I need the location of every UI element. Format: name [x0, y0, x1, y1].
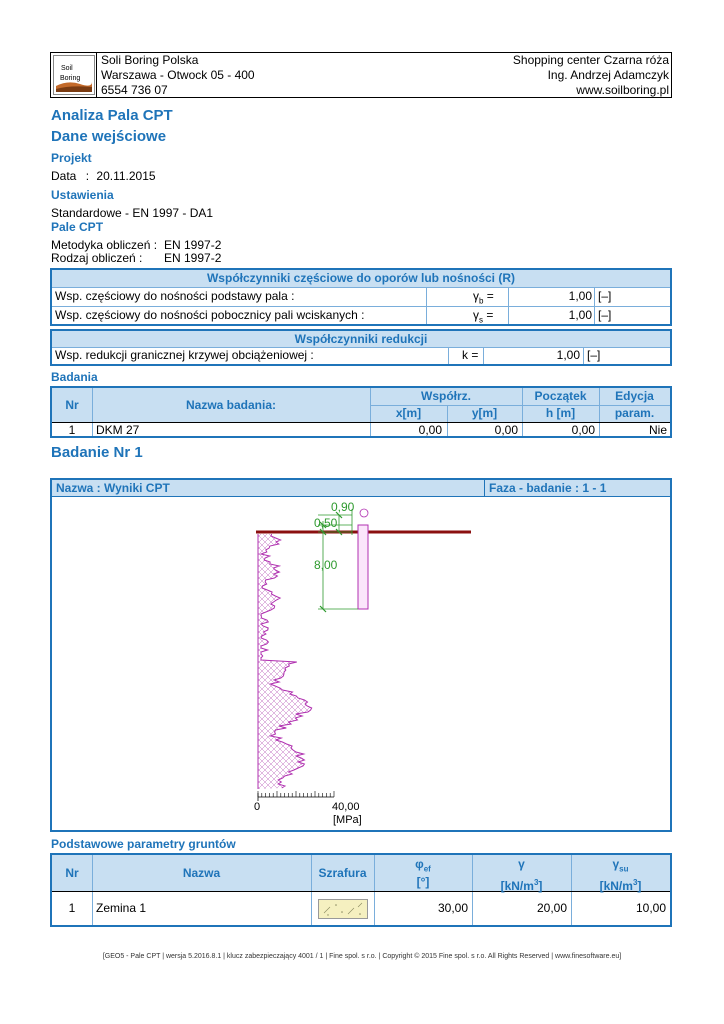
project-date	[51, 169, 156, 183]
tests-header-x: x[m]	[395, 406, 422, 420]
input-data-title: Dane wejściowe	[51, 128, 167, 145]
test1-title: Badanie Nr 1	[51, 444, 143, 461]
report-footer: [GEO5 - Pale CPT | wersja 5.2016.8.1 | klucz zabezpieczający 4001 / 1 | Fine spol. s r.o. | Copyright © 2015 Fine spol. s r.o. All Rights Reserved | www.finesoftware.eu]	[102, 953, 622, 960]
date-separator: :	[85, 169, 90, 183]
soil-row-hatch	[318, 899, 368, 919]
tests-header-nr: Nr	[65, 398, 79, 412]
partial-factor-shaft-value: 1,00	[568, 308, 592, 322]
soil-params-heading: Podstawowe parametry gruntów	[51, 837, 236, 851]
dim-label-8-00: 8,00	[314, 558, 338, 572]
partial-factor-base-unit: [–]	[598, 289, 612, 303]
soil-header-phi-unit: [°]	[416, 875, 430, 889]
cpt-phase-label: Faza - badanie : 1 - 1	[489, 481, 607, 495]
partial-factor-base-label: Wsp. częściowy do nośności podstawy pala :	[55, 289, 295, 303]
calc-type-value: EN 1997-2	[164, 251, 222, 265]
method-label: Metodyka obliczeń :	[51, 238, 158, 252]
tests-heading: Badania	[51, 370, 98, 384]
soil-row-nr: 1	[68, 901, 76, 915]
settings-standard: Standardowe - EN 1997 - DA1	[51, 206, 214, 220]
tests-row-h: 0,00	[571, 423, 595, 437]
svg-text:Soil: Soil	[61, 65, 73, 72]
tests-row-x: 0,00	[418, 423, 442, 437]
partial-factor-base-value: 1,00	[568, 289, 592, 303]
pile-heading: Pale CPT	[51, 220, 104, 234]
tests-header-start-unit: h [m]	[545, 406, 576, 420]
partial-factors-title: Współczynniki częściowe do oporów lub nośności (R)	[52, 270, 670, 287]
company-website: www.soilboring.pl	[576, 83, 669, 97]
soil-row-name: Zemina 1	[96, 901, 147, 915]
engineer-name: Ing. Andrzej Adamczyk	[547, 68, 669, 82]
axis-min-label: 0	[254, 801, 261, 813]
soil-params-table	[50, 853, 672, 927]
tests-row-name: DKM 27	[96, 423, 140, 437]
reduction-value: 1,00	[556, 348, 580, 362]
tests-header-start: Początek	[534, 389, 587, 403]
soil-header-name: Nazwa	[182, 866, 221, 880]
reduction-symbol: k =	[462, 348, 479, 362]
soil-header-gsu-unit: $[kN/m^3]$	[599, 878, 642, 893]
soil-header-gsu: $\gamma_{su}$	[612, 857, 629, 874]
soil-row-phi: 30,00	[437, 901, 468, 915]
tests-row-edit: Nie	[648, 423, 667, 437]
tests-header-coords: Współrz.	[421, 389, 471, 403]
tests-row-y: 0,00	[494, 423, 518, 437]
dim-label-0-50: 0,50	[314, 516, 338, 530]
soil-header-gamma-unit: $[kN/m^3]$	[500, 878, 543, 893]
soil-hatch-swatch	[318, 899, 368, 919]
tests-header-edit-param: param.	[614, 406, 655, 420]
tests-table	[50, 386, 672, 438]
cpt-name-label: Nazwa : Wyniki CPT	[56, 481, 170, 495]
date-label: Data	[51, 169, 77, 183]
resistance-axis-ticks	[258, 791, 334, 797]
tests-header-edit: Edycja	[615, 389, 654, 403]
project-name: Shopping center Czarna róża	[512, 53, 669, 67]
tests-header-y: y[m]	[471, 406, 498, 420]
cpt-results-panel	[50, 478, 672, 832]
settings-heading: Ustawienia	[51, 188, 114, 202]
axis-max-label: 40,00	[332, 801, 360, 813]
company-phone: 6554 736 07	[101, 83, 168, 97]
pile-shape	[358, 525, 368, 609]
dim-label-0-90: 0,90	[331, 500, 355, 514]
partial-factor-base-symbol: $\gamma_b$ =	[473, 289, 494, 306]
company-logo	[53, 55, 95, 95]
soil-header-gamma: γ	[518, 857, 525, 871]
partial-factor-shaft-symbol: $\gamma_s$ =	[473, 308, 494, 325]
soil-row-gamma: 20,00	[536, 901, 567, 915]
soil-header-hatch: Szrafura	[318, 866, 367, 880]
reduction-table	[50, 329, 672, 366]
soil-header-phi: $\varphi_{ef}$	[415, 857, 431, 874]
calc-type-label: Rodzaj obliczeń :	[51, 251, 143, 265]
method-value: EN 1997-2	[164, 238, 222, 252]
svg-text:Boring: Boring	[60, 75, 81, 82]
logo-graphic	[54, 56, 94, 94]
pile-head-marker	[360, 509, 368, 517]
report-header	[50, 52, 672, 98]
reduction-title: Współczynniki redukcji	[52, 331, 670, 347]
partial-factor-shaft-label: Wsp. częściowy do nośności pobocznicy pali wciskanych :	[55, 308, 365, 322]
tests-header-name: Nazwa badania:	[185, 398, 277, 412]
company-address: Warszawa - Otwock 05 - 400	[101, 68, 255, 82]
project-heading: Projekt	[51, 151, 92, 165]
company-name: Soli Boring Polska	[101, 53, 199, 67]
reduction-unit: [–]	[587, 348, 601, 362]
report-title: Analiza Pala CPT	[51, 107, 173, 124]
axis-unit-label: [MPa]	[333, 814, 362, 826]
partial-factor-shaft-unit: [–]	[598, 308, 612, 322]
cpt-diagram	[52, 497, 670, 830]
partial-factors-table	[50, 268, 672, 326]
reduction-label: Wsp. redukcji granicznej krzywej obciążeniowej :	[55, 348, 314, 362]
tests-row-nr: 1	[68, 423, 76, 437]
date-value: 20.11.2015	[96, 169, 156, 183]
soil-header-nr: Nr	[65, 866, 79, 880]
soil-row-gsu: 10,00	[635, 901, 666, 915]
